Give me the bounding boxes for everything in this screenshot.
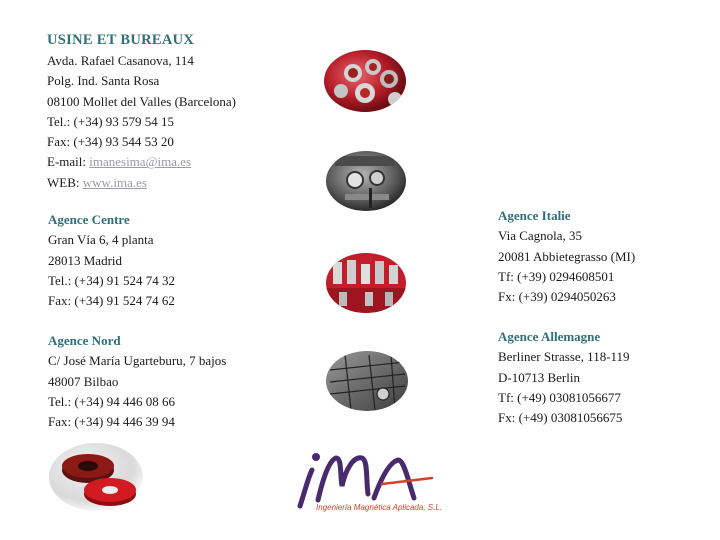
hq-email-label: E-mail:	[47, 154, 90, 170]
hq-block	[47, 31, 236, 193]
ima-logo-tagline: Ingeniería Magnética Aplicada, S.L.	[316, 503, 443, 512]
hq-web-label: WEB:	[47, 174, 83, 190]
agency-nord-tel: Tel.: (+34) 94 446 08 66	[48, 393, 176, 409]
agency-italie-line-1: Via Cagnola, 35	[498, 228, 583, 244]
agency-allemagne	[498, 327, 630, 428]
agency-nord	[48, 331, 226, 432]
agency-italie-title: Agence Italie	[498, 208, 571, 223]
ring-magnets-photo	[48, 442, 144, 512]
hq-address-line-3: 08100 Mollet del Valles (Barcelona)	[47, 93, 236, 109]
agency-allemagne-title: Agence Allemagne	[498, 329, 601, 344]
hq-title: USINE ET BUREAUX	[47, 32, 195, 48]
machinery-photo	[325, 150, 407, 212]
agency-allemagne-tel: Tf: (+49) 03081056677	[498, 389, 621, 405]
hq-fax: Fax: (+34) 93 544 53 20	[47, 134, 174, 150]
ima-logo	[290, 444, 450, 524]
hq-address-line-1: Avda. Rafael Casanova, 114	[47, 53, 194, 68]
agency-allemagne-line-1: Berliner Strasse, 118-119	[498, 349, 630, 365]
agency-italie-line-2: 20081 Abbietegrasso (MI)	[498, 248, 636, 264]
hq-address-line-2: Polg. Ind. Santa Rosa	[47, 73, 160, 89]
agency-centre	[48, 210, 175, 311]
agency-nord-title: Agence Nord	[48, 333, 121, 348]
hq-email-link[interactable]: imanesima@ima.es	[89, 154, 192, 170]
agency-allemagne-line-2: D-10713 Berlin	[498, 369, 580, 385]
agency-italie-fax: Fx: (+39) 0294050263	[498, 289, 616, 305]
agency-allemagne-fax: Fx: (+49) 03081056675	[498, 410, 623, 426]
agency-centre-line-2: 28013 Madrid	[48, 252, 123, 268]
agency-centre-fax: Fax: (+34) 91 524 74 62	[48, 293, 175, 309]
magnet-array-photo	[325, 252, 407, 314]
agency-nord-line-1: C/ José María Ugarteburu, 7 bajos	[48, 353, 227, 369]
agency-centre-line-1: Gran Vía 6, 4 planta	[48, 232, 154, 248]
agency-italie	[498, 206, 635, 307]
hq-web-row	[47, 173, 236, 193]
hq-tel: Tel.: (+34) 93 579 54 15	[47, 113, 175, 129]
red-magnets-photo	[323, 49, 407, 113]
agency-nord-line-2: 48007 Bilbao	[48, 373, 119, 389]
agency-centre-tel: Tel.: (+34) 91 524 74 32	[48, 272, 176, 288]
agency-italie-tel: Tf: (+39) 0294608501	[498, 268, 615, 284]
ima-logo-mark	[300, 453, 432, 506]
conveyor-photo	[325, 350, 409, 412]
agency-nord-fax: Fax: (+34) 94 446 39 94	[48, 414, 175, 430]
agency-centre-title: Agence Centre	[48, 212, 130, 227]
hq-web-link[interactable]: www.ima.es	[82, 174, 147, 190]
hq-email-row	[47, 152, 236, 172]
